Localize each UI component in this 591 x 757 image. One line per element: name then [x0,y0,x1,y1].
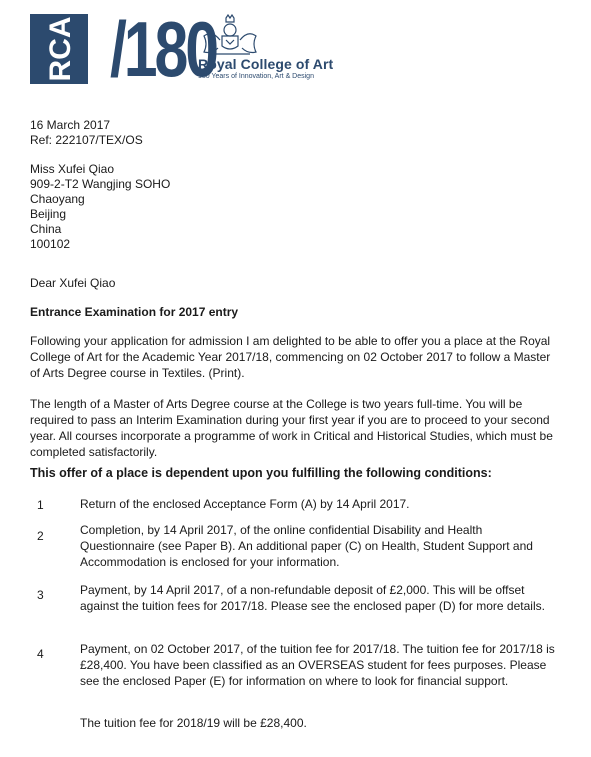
condition-number: 4 [37,647,44,661]
condition-text: Payment, on 02 October 2017, of the tuition fee for 2017/18. The tuition fee for 2017/18 is £28,400. You have been classified as an OVERSEAS student for fees purposes. Please see the enclosed Paper (E) for information on where to look for financial support. [80,642,555,688]
address-line: Miss Xufei Qiao [30,162,115,176]
subject-heading: Entrance Examination for 2017 entry [30,305,239,319]
address-line: 100102 [30,237,71,251]
condition-number: 1 [37,498,44,512]
condition-number: 2 [37,529,44,543]
recipient-address [30,162,170,252]
crest-icon [196,14,266,58]
letter-reference: Ref: 222107/TEX/OS [30,133,143,147]
logo-180: /180 [110,5,216,93]
condition-number: 3 [37,588,44,602]
rca-logo-icon [30,14,94,84]
address-line: Chaoyang [30,192,85,206]
date-ref-block [30,118,143,148]
college-name: Royal College of Art [198,56,334,72]
salutation: Dear Xufei Qiao [30,276,116,290]
tuition-footnote: The tuition fee for 2018/19 will be £28,400. [80,716,307,730]
body-paragraph: Following your application for admission I am delighted to be able to offer you a place at the Royal College of Art for the Academic Year 2017/18, commencing on 02 October 2017 to follow a Master of Arts Degree course in Textiles. (Print). [30,334,551,380]
condition-text: Return of the enclosed Acceptance Form (A) by 14 April 2017. [80,497,410,511]
address-line: Beijing [30,207,67,221]
condition-text: Payment, by 14 April 2017, of a non-refundable deposit of £2,000. This will be offset against the tuition fees for 2017/18. Please see the enclosed paper (D) for more details. [80,583,545,613]
address-line: China [30,222,62,236]
conditions-heading: This offer of a place is dependent upon you fulfilling the following conditions: [30,466,492,480]
condition-text: Completion, by 14 April 2017, of the online confidential Disability and Health Questionnaire (see Paper B). An additional paper (C) on Health, Student Support and Accommodation is enclosed for your information. [80,523,533,569]
address-line: 909-2-T2 Wangjing SOHO [30,177,171,191]
college-tagline: 180 Years of Innovation, Art & Design [198,73,314,80]
rca-logo-text: RCA [44,16,77,82]
body-paragraph: The length of a Master of Arts Degree course at the College is two years full-time. You will be required to pass an Interim Examination during your first year if you are to proceed to your second year. All courses incorporate a programme of work in Critical and Historical Studies, which must be completed satisfactorily. [30,397,553,459]
letter-date: 16 March 2017 [30,118,111,132]
